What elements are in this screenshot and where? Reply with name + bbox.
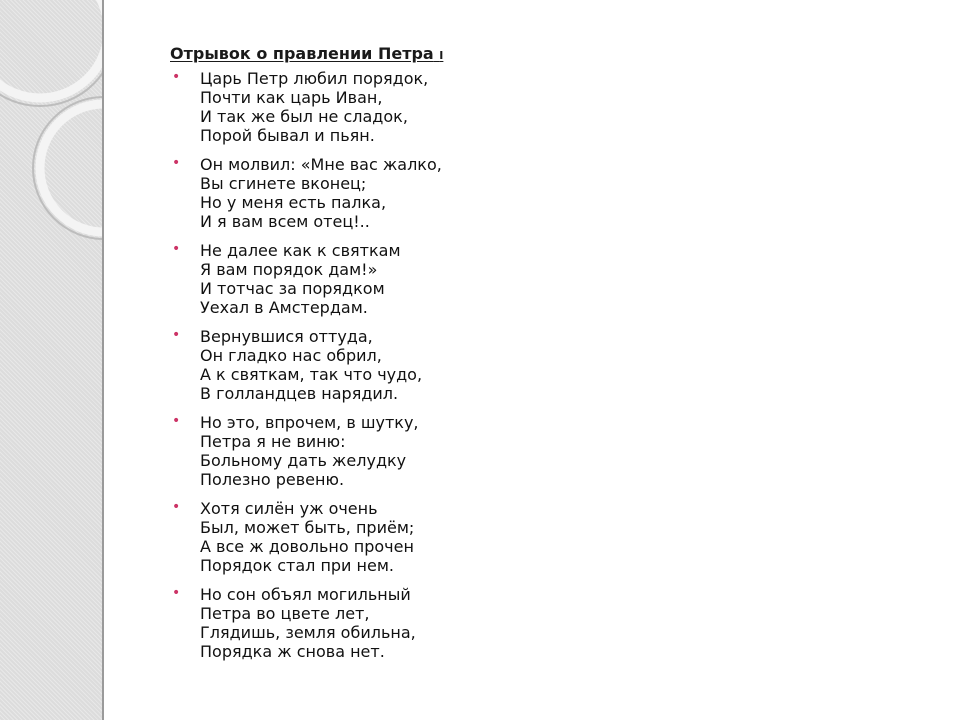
poem-line: Порядок стал при нем. xyxy=(200,556,394,575)
bullet-icon: • xyxy=(172,241,181,257)
poem-line: Я вам порядок дам!» xyxy=(200,260,378,279)
bullet-icon: • xyxy=(172,499,181,515)
poem-line: Не далее как к святкам xyxy=(200,241,401,260)
slide-title xyxy=(170,44,770,63)
poem-line: А все ж довольно прочен xyxy=(200,537,414,556)
poem-line: А к святкам, так что чудо, xyxy=(200,365,423,384)
poem-line: Вернувшися оттуда, xyxy=(200,327,373,346)
poem-line: Петра я не виню: xyxy=(200,432,346,451)
poem-line: Но у меня есть палка, xyxy=(200,193,387,212)
bullet-icon: • xyxy=(172,413,181,429)
slide-title-suffix: I xyxy=(439,49,444,62)
poem-line: И так же был не сладок, xyxy=(200,107,408,126)
poem-line: Больному дать желудку xyxy=(200,451,407,470)
slide-title-text: Отрывок о правлении Петра xyxy=(170,44,434,63)
stanza xyxy=(170,69,770,145)
poem-line: Царь Петр любил порядок, xyxy=(200,69,429,88)
stanza xyxy=(170,327,770,403)
poem-line: Петра во цвете лет, xyxy=(200,604,370,623)
poem-line: Но сон объял могильный xyxy=(200,585,411,604)
bullet-icon: • xyxy=(172,585,181,601)
poem-line: Глядишь, земля обильна, xyxy=(200,623,416,642)
bullet-icon: • xyxy=(172,69,181,85)
poem-line: Был, может быть, приём; xyxy=(200,518,415,537)
poem-line: Он молвил: «Мне вас жалко, xyxy=(200,155,442,174)
poem-line: И тотчас за порядком xyxy=(200,279,385,298)
decorative-side-panel xyxy=(0,0,104,720)
bullet-icon: • xyxy=(172,327,181,343)
poem-line: Но это, впрочем, в шутку, xyxy=(200,413,419,432)
bullet-icon: • xyxy=(172,155,181,171)
poem-line: Уехал в Амстердам. xyxy=(200,298,368,317)
stanza xyxy=(170,499,770,575)
poem xyxy=(170,69,770,661)
stanza xyxy=(170,585,770,661)
stanza xyxy=(170,413,770,489)
stanza xyxy=(170,241,770,317)
slide-content xyxy=(170,44,770,671)
poem-line: Вы сгинете вконец; xyxy=(200,174,367,193)
poem-line: Хотя силён уж очень xyxy=(200,499,378,518)
poem-line: В голландцев нарядил. xyxy=(200,384,399,403)
poem-line: Порой бывал и пьян. xyxy=(200,126,375,145)
poem-line: Он гладко нас обрил, xyxy=(200,346,382,365)
stanza xyxy=(170,155,770,231)
poem-line: Полезно ревеню. xyxy=(200,470,345,489)
poem-line: И я вам всем отец!.. xyxy=(200,212,370,231)
decorative-circle-top xyxy=(0,0,104,98)
decorative-circles xyxy=(0,0,104,720)
poem-line: Порядка ж снова нет. xyxy=(200,642,385,661)
poem-line: Почти как царь Иван, xyxy=(200,88,383,107)
